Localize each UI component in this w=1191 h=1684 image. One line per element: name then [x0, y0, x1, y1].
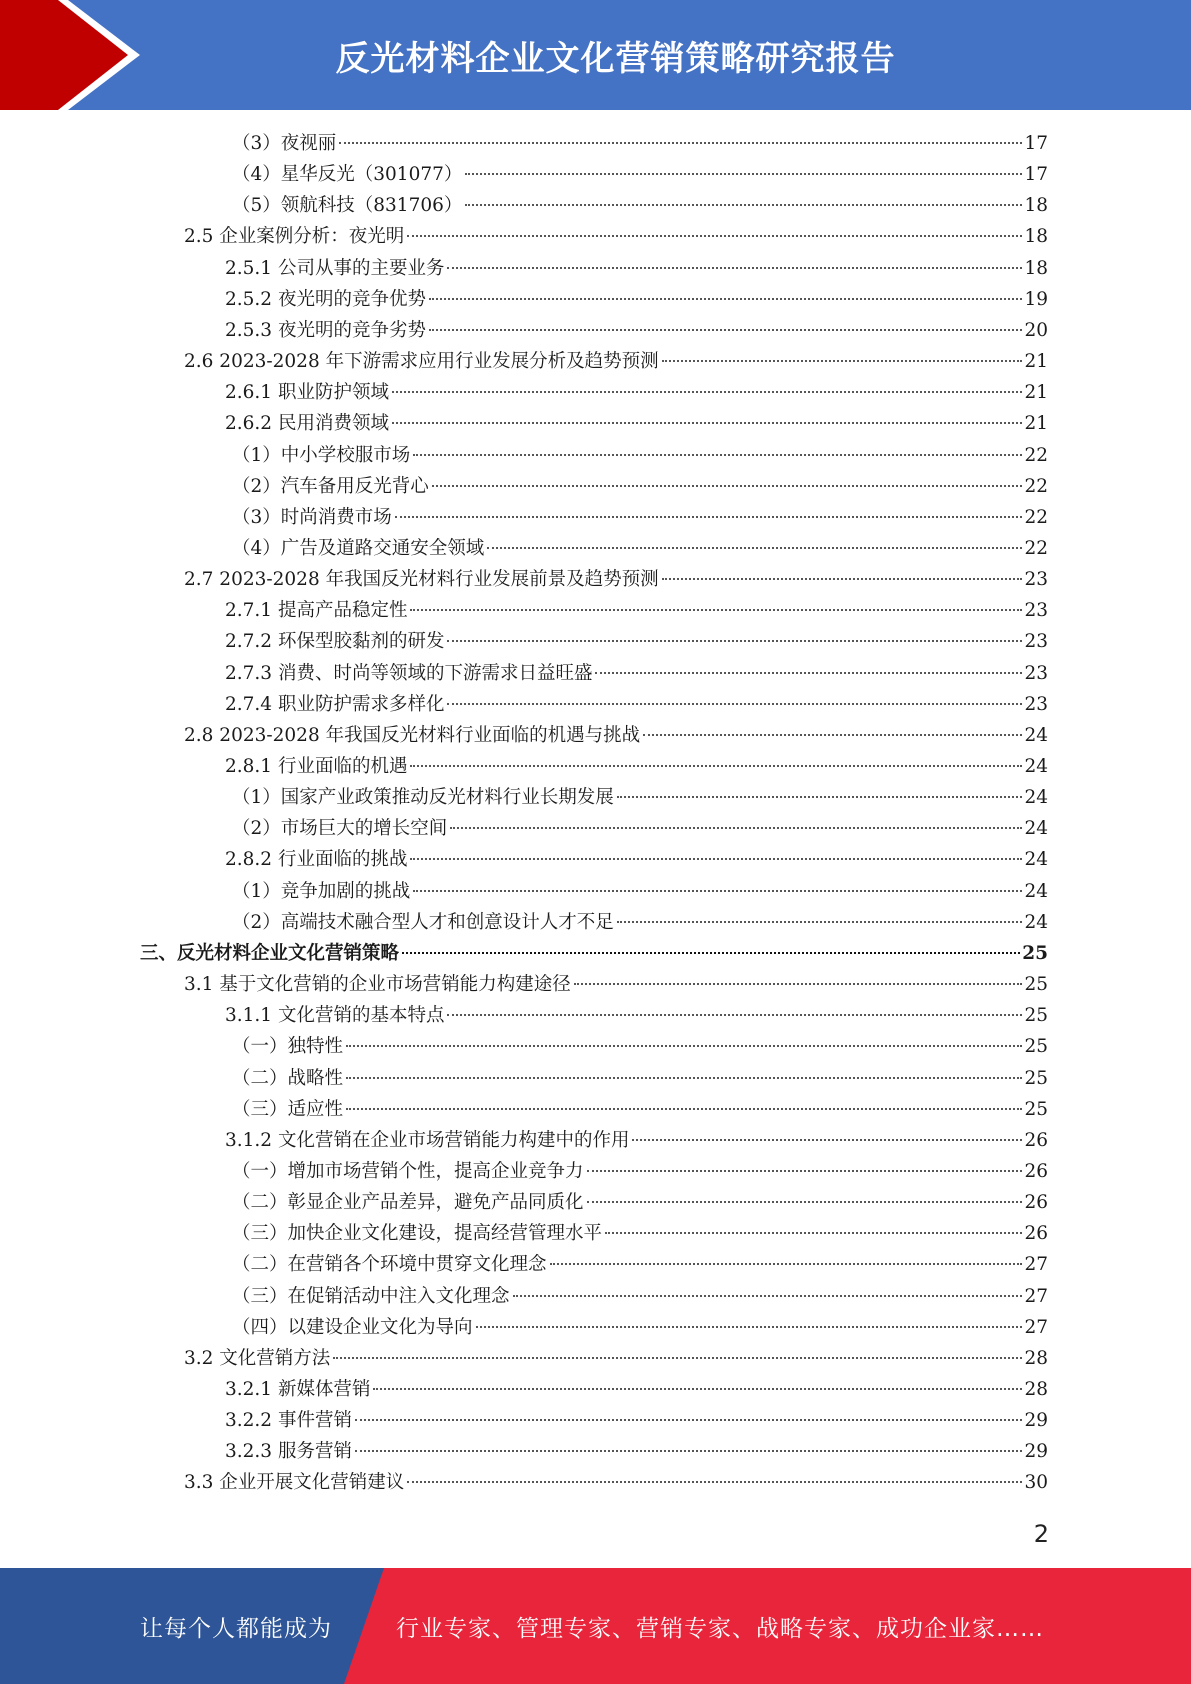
toc-entry-page: 24 [1024, 724, 1048, 746]
toc-entry-title: 2.5 企业案例分析：夜光明 [184, 226, 405, 248]
toc-dot-leader [513, 1295, 1023, 1297]
toc-entry-page: 24 [1024, 880, 1048, 902]
toc-entry-page: 26 [1024, 1223, 1048, 1245]
toc-entry-page: 25 [1022, 942, 1048, 964]
toc-entry-title: （3）夜视丽 [232, 133, 337, 154]
toc-dot-leader [402, 952, 1020, 954]
toc-entry[interactable] [184, 1343, 1048, 1374]
toc-entry-title: 3.2 文化营销方法 [184, 1347, 331, 1369]
page-header [0, 0, 1191, 110]
toc-entry-title: 2.5.2 夜光明的竞争优势 [225, 288, 426, 310]
toc-entry-page: 25 [1024, 974, 1048, 996]
toc-entry[interactable] [232, 813, 1048, 844]
toc-dot-leader [346, 1045, 1022, 1047]
toc-dot-leader [632, 1139, 1022, 1141]
toc-entry-title: 3.3 企业开展文化营销建议 [184, 1472, 405, 1494]
toc-entry-page: 27 [1024, 1254, 1048, 1276]
toc-entry-title: 2.8 2023-2028 年我国反光材料行业面临的机遇与挑战 [184, 724, 641, 746]
toc-entry-page: 29 [1024, 1410, 1048, 1432]
toc-dot-leader [595, 672, 1022, 674]
toc-entry-title: 2.6 2023-2028 年下游需求应用行业发展分析及趋势预测 [184, 351, 659, 373]
toc-entry-page: 19 [1024, 288, 1048, 310]
toc-dot-leader [447, 1014, 1022, 1016]
toc-entry[interactable] [225, 377, 1048, 408]
toc-entry-page: 25 [1024, 1005, 1048, 1027]
toc-entry[interactable] [232, 190, 1048, 221]
toc-entry-title: 3.1 基于文化营销的企业市场营销能力构建途径 [184, 974, 571, 996]
toc-entry-page: 23 [1024, 631, 1048, 653]
toc-entry-page: 21 [1024, 351, 1048, 373]
toc-entry-page: 23 [1024, 662, 1048, 684]
toc-entry-page: 27 [1024, 1285, 1048, 1307]
toc-entry[interactable] [232, 1094, 1048, 1125]
toc-entry-title: 3.2.3 服务营销 [225, 1441, 352, 1463]
toc-entry[interactable] [225, 1125, 1048, 1156]
toc-entry[interactable] [225, 284, 1048, 315]
toc-entry-title: 2.8.2 行业面临的挑战 [225, 849, 408, 871]
toc-entry-title: （一）独特性 [232, 1036, 344, 1058]
toc-entry[interactable] [232, 1312, 1048, 1343]
toc-entry[interactable] [184, 969, 1048, 1000]
toc-entry-title: 2.5.1 公司从事的主要业务 [225, 257, 445, 279]
page-number: 2 [1033, 1520, 1049, 1548]
toc-dot-leader [662, 578, 1023, 580]
toc-entry-title: 2.5.3 夜光明的竞争劣势 [225, 319, 426, 341]
toc-dot-leader [355, 1419, 1023, 1421]
toc-entry-page: 30 [1024, 1472, 1048, 1494]
toc-entry[interactable] [232, 159, 1048, 190]
toc-entry-title: （三）加快企业文化建设，提高经营管理水平 [232, 1223, 603, 1245]
toc-entry-title: 2.7.1 提高产品稳定性 [225, 600, 408, 622]
toc-dot-leader [574, 983, 1023, 985]
toc-entry-title: （2）汽车备用反光背心 [232, 475, 429, 497]
toc-entry-page: 24 [1024, 911, 1048, 933]
toc-entry-page: 18 [1024, 195, 1048, 217]
toc-dot-leader [487, 547, 1022, 549]
toc-entry-title: （1）国家产业政策推动反光材料行业长期发展 [232, 787, 614, 809]
toc-entry[interactable] [225, 1436, 1048, 1467]
toc-entry[interactable] [232, 1218, 1048, 1249]
toc-dot-leader [447, 640, 1022, 642]
toc-entry[interactable] [225, 408, 1048, 439]
toc-entry-page: 17 [1024, 164, 1048, 186]
toc-dot-leader [587, 1170, 1023, 1172]
toc-dot-leader [465, 204, 1022, 206]
toc-dot-leader [410, 858, 1022, 860]
toc-dot-leader [410, 765, 1022, 767]
toc-entry-title: （4）星华反光（301077） [232, 164, 463, 186]
toc-entry-title: （二）战略性 [232, 1067, 344, 1089]
toc-entry[interactable] [232, 1156, 1048, 1187]
toc-entry-title: 2.7 2023-2028 年我国反光材料行业发展前景及趋势预测 [184, 569, 659, 591]
toc-entry-title: 2.6.1 职业防护领域 [225, 382, 389, 404]
toc-entry[interactable] [225, 626, 1048, 657]
toc-entry-page: 23 [1024, 569, 1048, 591]
toc-entry-page: 23 [1024, 693, 1048, 715]
toc-entry-title: （三）在促销活动中注入文化理念 [232, 1285, 510, 1307]
toc-entry-page: 24 [1024, 818, 1048, 840]
toc-dot-leader [407, 1481, 1022, 1483]
toc-entry[interactable] [232, 907, 1048, 938]
toc-entry[interactable] [225, 253, 1048, 284]
toc-entry-page: 24 [1024, 756, 1048, 777]
toc-dot-leader [476, 1326, 1023, 1328]
toc-entry[interactable] [184, 221, 1048, 252]
toc-entry[interactable] [225, 658, 1048, 689]
toc-entry-title: 3.2.1 新媒体营销 [225, 1379, 371, 1400]
toc-entry-page: 24 [1024, 849, 1048, 871]
toc-dot-leader [413, 454, 1022, 456]
toc-entry-title: （1）竞争加剧的挑战 [232, 880, 411, 902]
toc-entry[interactable] [225, 751, 1048, 782]
toc-entry[interactable] [225, 1000, 1048, 1031]
toc-dot-leader [355, 1450, 1023, 1452]
toc-entry[interactable] [184, 346, 1048, 377]
toc-entry-page: 25 [1024, 1067, 1048, 1089]
toc-entry-title: 3.1.2 文化营销在企业市场营销能力构建中的作用 [225, 1129, 630, 1151]
toc-entry-title: 2.6.2 民用消费领域 [225, 413, 389, 435]
toc-entry-title: （二）在营销各个环境中贯穿文化理念 [232, 1254, 547, 1276]
toc-entry[interactable] [232, 1031, 1048, 1062]
toc-entry[interactable] [140, 938, 1048, 969]
toc-entry[interactable] [232, 440, 1048, 471]
toc-entry-page: 27 [1024, 1316, 1048, 1338]
toc-dot-leader [429, 329, 1022, 331]
toc-entry-page: 26 [1024, 1160, 1048, 1182]
toc-entry-title: （2）高端技术融合型人才和创意设计人才不足 [232, 911, 614, 933]
toc-dot-leader [550, 1263, 1023, 1265]
toc-entry-page: 18 [1024, 257, 1048, 279]
toc-entry[interactable] [225, 1374, 1048, 1405]
toc-entry-title: （二）彰显企业产品差异，避免产品同质化 [232, 1192, 584, 1214]
toc-dot-leader [617, 921, 1023, 923]
toc-dot-leader [373, 1388, 1022, 1390]
toc-dot-leader [432, 485, 1023, 487]
toc-dot-leader [392, 391, 1022, 393]
toc-entry-page: 25 [1024, 1098, 1048, 1120]
toc-entry-page: 20 [1024, 319, 1048, 341]
toc-dot-leader [662, 360, 1023, 362]
report-title: 反光材料企业文化营销策略研究报告 [335, 38, 896, 79]
toc-entry-page: 22 [1024, 475, 1048, 497]
toc-entry[interactable] [232, 782, 1048, 813]
toc-entry[interactable] [232, 1063, 1048, 1094]
toc-entry[interactable] [225, 1405, 1048, 1436]
toc-entry-title: （三）适应性 [232, 1098, 344, 1120]
toc-entry[interactable] [225, 689, 1048, 720]
toc-entry-title: （四）以建设企业文化为导向 [232, 1316, 473, 1338]
toc-entry[interactable] [232, 876, 1048, 907]
toc-dot-leader [450, 827, 1022, 829]
toc-dot-leader [392, 422, 1022, 424]
toc-dot-leader [617, 796, 1023, 798]
toc-entry-page: 17 [1024, 133, 1048, 154]
toc-entry-title: 2.7.4 职业防护需求多样化 [225, 693, 445, 715]
toc-dot-leader [413, 890, 1022, 892]
toc-dot-leader [346, 1108, 1022, 1110]
toc-entry-page: 22 [1024, 506, 1048, 528]
toc-dot-leader [447, 267, 1022, 269]
toc-entry-title: （1）中小学校服市场 [232, 444, 411, 466]
toc-entry-page: 18 [1024, 226, 1048, 248]
toc-entry-title: 三、反光材料企业文化营销策略 [140, 942, 400, 964]
toc-dot-leader [395, 516, 1023, 518]
toc-dot-leader [605, 1232, 1022, 1234]
toc-entry-page: 25 [1024, 1036, 1048, 1058]
toc-entry-title: （2）市场巨大的增长空间 [232, 818, 448, 840]
toc-dot-leader [407, 235, 1022, 237]
toc-entry[interactable] [232, 471, 1048, 502]
toc-entry-page: 22 [1024, 537, 1048, 559]
toc-entry-page: 26 [1024, 1192, 1048, 1214]
toc-entry[interactable] [232, 128, 1048, 159]
page-footer [0, 1568, 1191, 1684]
toc-entry-page: 28 [1024, 1347, 1048, 1369]
toc-entry-title: （5）领航科技（831706） [232, 195, 463, 217]
toc-entry[interactable] [232, 1281, 1048, 1312]
toc-entry-page: 26 [1024, 1129, 1048, 1151]
toc-entry-page: 21 [1024, 413, 1048, 435]
toc-dot-leader [465, 173, 1022, 175]
toc-dot-leader [447, 703, 1022, 705]
toc-entry[interactable] [232, 533, 1048, 564]
toc-entry[interactable] [184, 564, 1048, 595]
toc-entry-page: 22 [1024, 444, 1048, 466]
toc-entry-title: 3.1.1 文化营销的基本特点 [225, 1005, 445, 1027]
toc-entry[interactable] [225, 844, 1048, 875]
toc-entry[interactable] [232, 502, 1048, 533]
toc-entry-page: 24 [1024, 787, 1048, 809]
toc-entry-title: （3）时尚消费市场 [232, 506, 392, 528]
toc-dot-leader [587, 1201, 1023, 1203]
toc-dot-leader [346, 1077, 1022, 1079]
toc-entry-page: 29 [1024, 1441, 1048, 1463]
toc-entry-page: 23 [1024, 600, 1048, 622]
toc-entry[interactable] [232, 1187, 1048, 1218]
toc-dot-leader [410, 609, 1022, 611]
toc-entry[interactable] [184, 720, 1048, 751]
toc-entry-page: 28 [1024, 1379, 1048, 1400]
toc-entry[interactable] [184, 1467, 1048, 1498]
toc-entry-title: 2.8.1 行业面临的机遇 [225, 756, 408, 777]
toc-dot-leader [429, 298, 1022, 300]
footer-slogan-left: 让每个人都能成为 [140, 1615, 332, 1642]
header-arrow-icon [0, 0, 160, 110]
toc-entry[interactable] [225, 595, 1048, 626]
toc-dot-leader [643, 734, 1022, 736]
toc-entry-title: （4）广告及道路交通安全领域 [232, 537, 485, 559]
toc-entry[interactable] [225, 315, 1048, 346]
toc-dot-leader [333, 1357, 1022, 1359]
toc-entry-title: 2.7.3 消费、时尚等领域的下游需求日益旺盛 [225, 662, 593, 684]
toc-entry-page: 21 [1024, 382, 1048, 404]
toc-entry-title: （一）增加市场营销个性，提高企业竞争力 [232, 1160, 584, 1182]
toc-entry[interactable] [232, 1249, 1048, 1280]
toc-entry-title: 2.7.2 环保型胶黏剂的研发 [225, 631, 445, 653]
footer-slogan-right: 行业专家、管理专家、营销专家、战略专家、成功企业家…… [396, 1615, 1044, 1642]
toc-entry-title: 3.2.2 事件营销 [225, 1410, 352, 1432]
toc-dot-leader [339, 142, 1022, 144]
